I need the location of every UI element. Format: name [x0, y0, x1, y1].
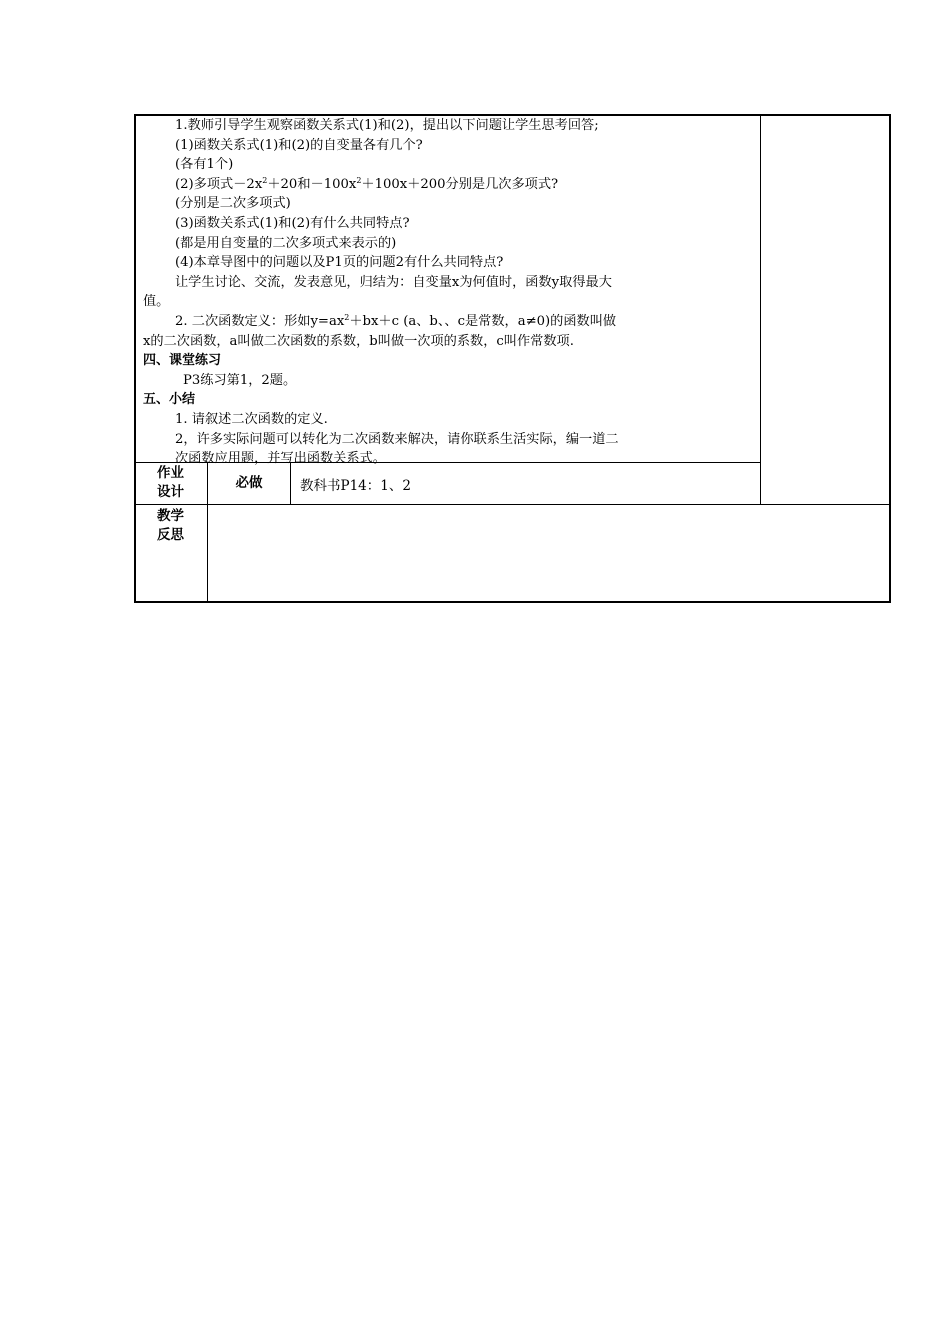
- homework-assignment: 教科书P14：1、2: [300, 478, 411, 494]
- required-label: 必做: [235, 475, 263, 491]
- content-line: 1.教师引导学生观察函数关系式(1)和(2)，提出以下问题让学生思考回答;: [175, 118, 599, 133]
- content-line: (各有1个): [175, 157, 234, 173]
- content-line: (1)函数关系式(1)和(2)的自变量各有几个?: [175, 137, 423, 153]
- homework-label: 作业 设计: [157, 465, 184, 500]
- content-line: 1. 请叙述二次函数的定义.: [175, 411, 328, 427]
- reflection-label: 教学 反思: [157, 508, 184, 543]
- content-line: 2，许多实际问题可以转化为二次函数来解决，请你联系生活实际，编一道二: [175, 431, 619, 447]
- right-column-divider: [760, 114, 761, 504]
- content-line-polynomial: (2)多项式$-2x^2+20$和$-100x^2+100x+200$分别是几次多项式?: [175, 175, 559, 192]
- content-line: (分别是二次多项式): [175, 196, 291, 212]
- content-line-definition: 2. 二次函数定义：形如$y=ax^2+bx+c$ (a、b、、c是常数，a≠0)的函数叫做: [175, 312, 617, 329]
- content-line: (都是用自变量的二次多项式来表示的): [175, 235, 397, 251]
- section-heading-practice: 四、课堂练习: [143, 353, 222, 369]
- content-line: (3)函数关系式(1)和(2)有什么共同特点?: [175, 215, 410, 231]
- section-heading-summary: 五、小结: [143, 392, 196, 408]
- content-line: 让学生讨论、交流，发表意见，归结为：自变量x为何值时，函数y取得最大: [175, 274, 612, 290]
- content-line: P3练习第1，2题。: [183, 372, 297, 388]
- lesson-content: [143, 116, 755, 469]
- content-line: x的二次函数，a叫做二次函数的系数，b叫做一次项的系数，c叫作常数项.: [143, 333, 574, 349]
- content-line: 值。: [143, 294, 170, 310]
- lesson-plan-table: [134, 114, 891, 603]
- content-line: 次函数应用题，并写出函数关系式。: [175, 451, 386, 467]
- reflection-content-area: [208, 505, 889, 601]
- content-line: (4)本章导图中的问题以及P1页的问题2有什么共同特点?: [175, 255, 504, 271]
